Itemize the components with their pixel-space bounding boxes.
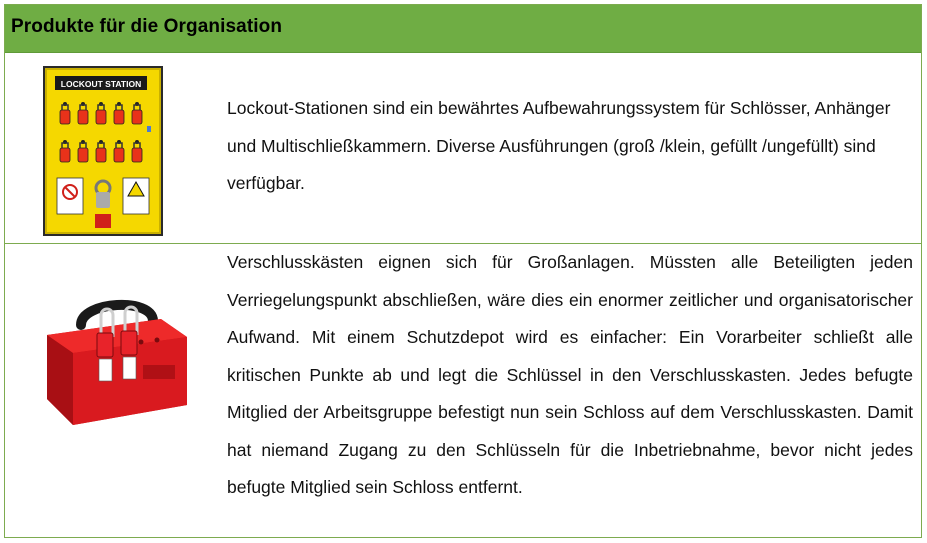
product-row-lockout-station: [5, 53, 921, 244]
lockout-box-description: Verschlusskästen eignen sich für Großanlagen. Müssten alle Beteiligten jeden Verriegelungspunkt abschließen, wäre dies ein enormer zeitlicher und organisatorischer Aufwand. Mit einem Schutzdepot wird es einfacher: Ein Vorarbeiter schließt alle kritischen Punkte ab und legt die Schlüssel in den Verschlusskasten. Jedes befugte Mitglied der Arbeitsgruppe befestigt nun sein Schloss auf dem Verschlusskasten. Damit hat niemand Zugang zu den Schlüsseln für die Inbetriebnahme, bevor nicht jedes befugte Mitglied sein Schloss entfernt.: [227, 252, 913, 497]
lockout-station-image: [43, 66, 163, 236]
product-table: [4, 4, 922, 538]
product-row-lockout-box: [5, 245, 921, 537]
lockout-station-sign: LOCKOUT STATION: [60, 79, 142, 89]
lockout-box-image: [41, 287, 193, 427]
table-title: Produkte für die Organisation: [11, 16, 283, 37]
table-header: [5, 5, 921, 53]
lockout-station-description: Lockout-Stationen sind ein bewährtes Aufbewahrungssystem für Schlösser, Anhänger und Multischließkammern. Diverse Ausführungen (groß /klein, gefüllt /ungefüllt) sind verfügbar.: [227, 98, 891, 193]
